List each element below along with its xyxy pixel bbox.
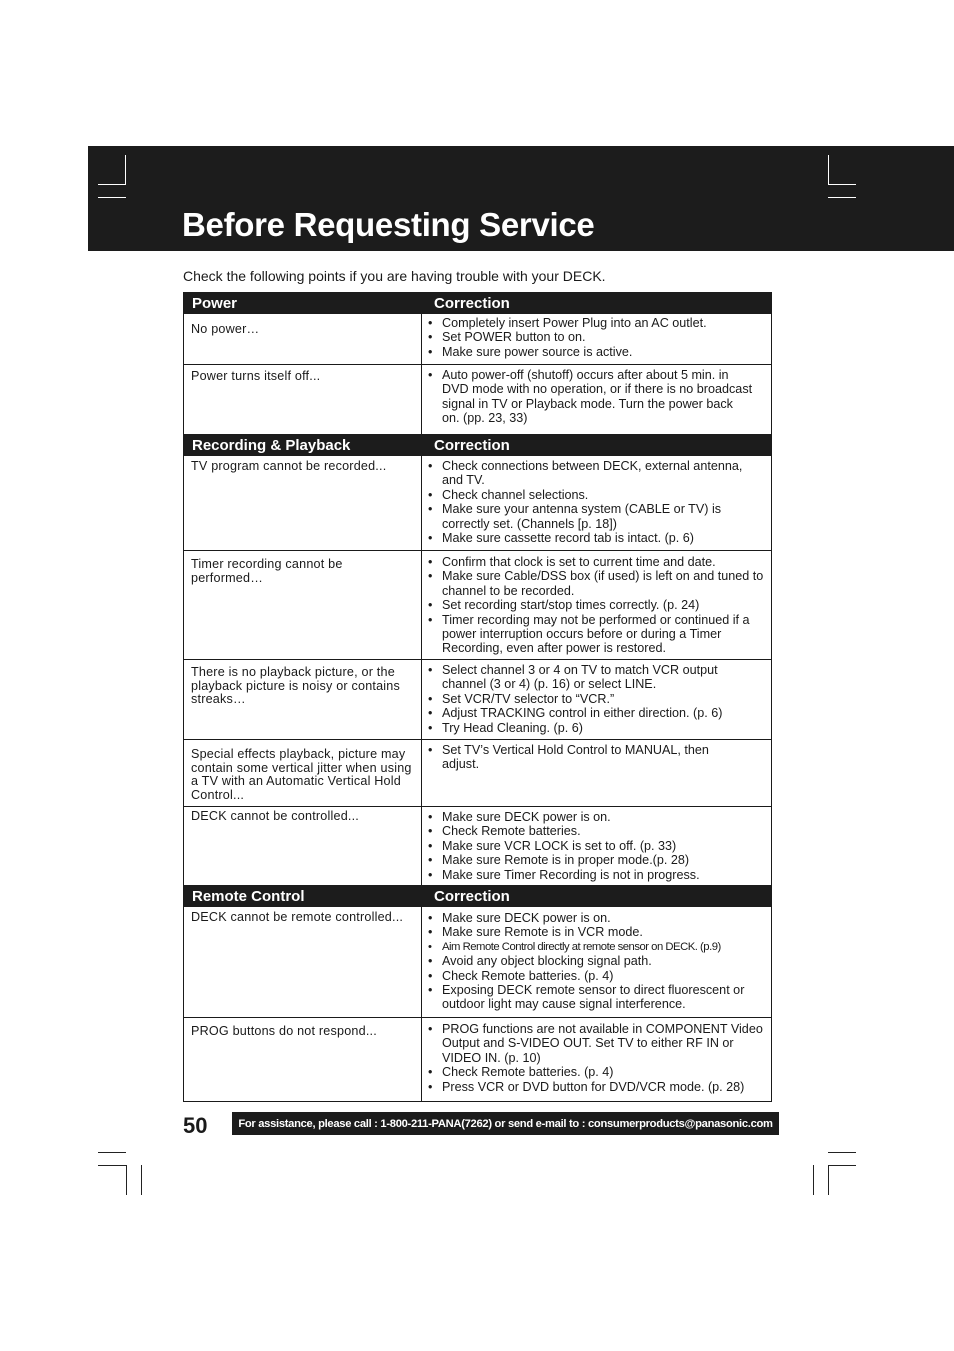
section-title: Power (192, 294, 238, 312)
correction-item: • Set POWER button to on. (428, 330, 765, 344)
correction-heading: Correction (434, 294, 510, 312)
table-row (184, 659, 771, 739)
crop-mark (813, 1165, 814, 1195)
table-row (184, 364, 771, 434)
correction-item: • Aim Remote Control directly at remote sensor on DECK. (p.9) (428, 940, 765, 954)
correction-item: • Check connections between DECK, external antenna, and TV. (428, 459, 765, 488)
table-row (184, 550, 771, 659)
assistance-banner (232, 1112, 779, 1135)
section-title: Recording & Playback (192, 436, 351, 454)
correction-item: • Select channel 3 or 4 on TV to match VCR output channel (3 or 4) (p. 16) or select LINE. (428, 663, 765, 692)
correction-item: • Make sure Remote is in VCR mode. (428, 925, 765, 939)
correction-item: • Adjust TRACKING control in either direction. (p. 6) (428, 706, 765, 720)
section-title: Remote Control (192, 887, 305, 905)
correction-item: • Auto power-off (shutoff) occurs after about 5 min. in DVD mode with no operation, or if there is no broadcast signal in TV or Playback mode. Turn the power back on. (pp. 23, 33) (428, 368, 753, 426)
correction-item: • Set recording start/stop times correctly. (p. 24) (428, 598, 765, 612)
page-title: Before Requesting Service (182, 206, 595, 243)
table-row (184, 739, 771, 806)
table-row (184, 907, 771, 1017)
correction-item: • Make sure Remote is in proper mode.(p. 28) (428, 853, 765, 867)
table-row (184, 314, 771, 364)
section-header-recording-playback (184, 434, 771, 456)
table-row (184, 456, 771, 550)
problem-text: DECK cannot be remote controlled... (184, 907, 422, 1017)
crop-mark (828, 1165, 829, 1195)
problem-text: There is no playback picture, or the playback picture is noisy or contains streaks… (184, 660, 422, 739)
correction-item: • Make sure your antenna system (CABLE or TV) is correctly set. (Channels [p. 18]) (428, 502, 765, 531)
correction-item: • Make sure power source is active. (428, 345, 765, 359)
problem-text: Special effects playback, picture may contain some vertical jitter when using a TV with an Automatic Vertical Hold Control... (184, 740, 422, 806)
correction-item: • Make sure DECK power is on. (428, 911, 765, 925)
problem-text: TV program cannot be recorded... (184, 456, 422, 550)
correction-item: • Completely insert Power Plug into an AC outlet. (428, 316, 765, 330)
assistance-text: For assistance, please call : 1-800-211-PANA(7262) or send e-mail to : consumerproducts@panasonic.com (238, 1117, 773, 1130)
crop-mark (98, 1165, 126, 1166)
problem-text: Power turns itself off... (184, 365, 422, 434)
correction-item: • Confirm that clock is set to current time and date. (428, 555, 765, 569)
correction-item: • Press VCR or DVD button for DVD/VCR mode. (p. 28) (428, 1080, 765, 1094)
crop-mark (98, 184, 126, 185)
problem-text: PROG buttons do not respond... (184, 1018, 422, 1101)
crop-mark (828, 184, 856, 185)
crop-mark (141, 1165, 142, 1195)
correction-item: • Avoid any object blocking signal path. (428, 954, 765, 968)
problem-text: DECK cannot be controlled... (184, 807, 422, 885)
problem-text: Timer recording cannot be performed… (184, 551, 422, 659)
correction-item: • Check Remote batteries. (428, 824, 765, 838)
table-row (184, 806, 771, 885)
crop-mark (125, 155, 126, 185)
correction-heading: Correction (434, 436, 510, 454)
correction-list (422, 740, 771, 806)
correction-item: • PROG functions are not available in COMPONENT Video Output and S-VIDEO OUT. Set TV to either RF IN or VIDEO IN. (p. 10) (428, 1022, 765, 1065)
correction-list (422, 314, 771, 364)
troubleshooting-table (183, 292, 772, 1102)
correction-item: • Make sure Cable/DSS box (if used) is left on and tuned to channel to be recorded. (428, 569, 765, 598)
correction-list (422, 551, 771, 659)
crop-mark (828, 1165, 856, 1166)
crop-mark (126, 1165, 127, 1195)
correction-item: • Try Head Cleaning. (p. 6) (428, 721, 765, 735)
crop-mark (98, 1152, 126, 1153)
correction-item: • Check Remote batteries. (p. 4) (428, 969, 765, 983)
correction-item: • Set VCR/TV selector to “VCR.” (428, 692, 765, 706)
correction-item: • Timer recording may not be performed or continued if a power interruption occurs before or during a Timer Recording, even after power is restored. (428, 613, 765, 656)
crop-mark (828, 197, 856, 198)
section-header-power (184, 292, 771, 314)
correction-list (422, 807, 771, 885)
crop-mark (828, 1152, 856, 1153)
correction-list (422, 1018, 771, 1101)
page-number: 50 (183, 1113, 208, 1138)
correction-item: • Exposing DECK remote sensor to direct fluorescent or outdoor light may cause signal interference. (428, 983, 765, 1012)
correction-item: • Make sure cassette record tab is intact. (p. 6) (428, 531, 765, 545)
correction-item: • Check Remote batteries. (p. 4) (428, 1065, 765, 1079)
crop-mark (98, 197, 126, 198)
correction-list (422, 365, 771, 434)
correction-list (422, 907, 771, 1017)
correction-item: • Check channel selections. (428, 488, 765, 502)
correction-list (422, 456, 771, 550)
correction-item: • Set TV’s Vertical Hold Control to MANUAL, then adjust. (428, 743, 741, 772)
crop-mark (828, 155, 829, 185)
correction-list (422, 660, 771, 739)
correction-heading: Correction (434, 887, 510, 905)
correction-item: • Make sure VCR LOCK is set to off. (p. 33) (428, 839, 765, 853)
table-row (184, 1017, 771, 1101)
problem-text: No power… (184, 314, 422, 364)
correction-item: • Make sure DECK power is on. (428, 810, 765, 824)
correction-item: • Make sure Timer Recording is not in progress. (428, 868, 765, 882)
section-header-remote-control (184, 885, 771, 907)
intro-text: Check the following points if you are having trouble with your DECK. (183, 268, 606, 284)
